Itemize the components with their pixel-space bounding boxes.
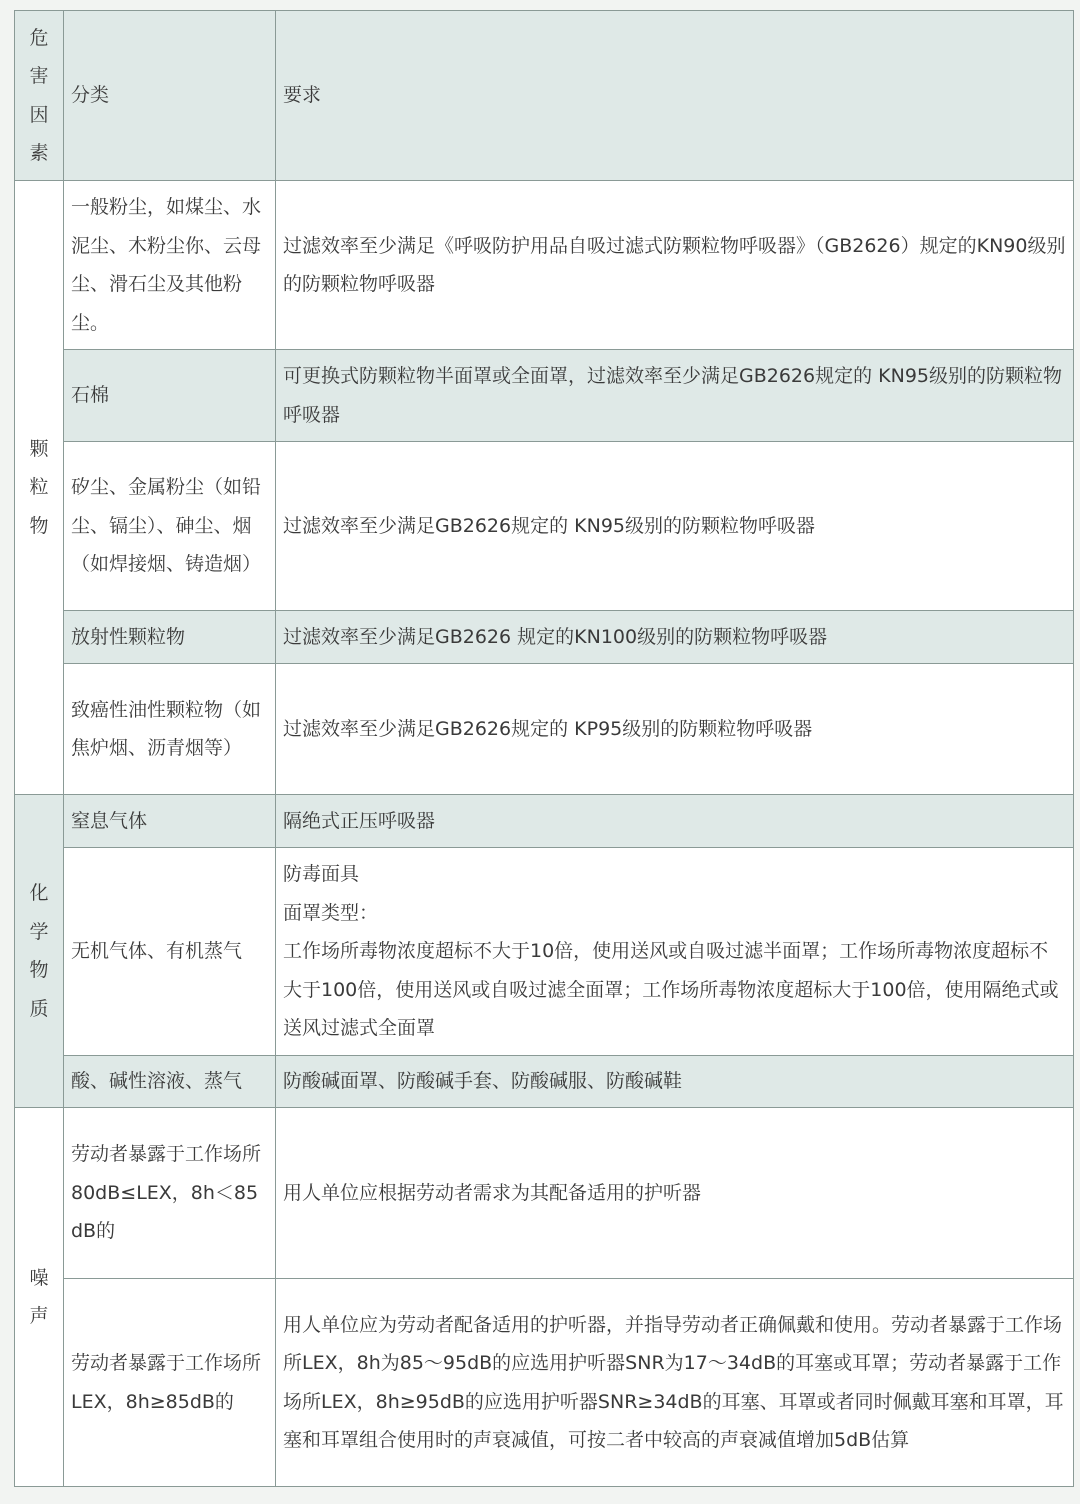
category-cell: 矽尘、金属粉尘（如铅尘、镉尘）、砷尘、烟（如焊接烟、铸造烟）	[64, 442, 276, 611]
category-line: LEX，8h≥85dB的	[71, 1390, 234, 1413]
category-cell	[64, 1279, 276, 1487]
table-row	[15, 848, 1074, 1056]
table-row	[15, 181, 1074, 350]
requirement-cell: 过滤效率至少满足GB2626规定的 KP95级别的防颗粒物呼吸器	[276, 664, 1074, 795]
category-cell: 窒息气体	[64, 795, 276, 848]
requirement-cell: 用人单位应为劳动者配备适用的护听器，并指导劳动者正确佩戴和使用。劳动者暴露于工作场所LEX，8h为85～95dB的应选用护听器SNR为17～34dB的耳塞或耳罩；劳动者暴露于工作场所LEX，8h≥95dB的应选用护听器SNR≥34dB的耳塞、耳罩或者同时佩戴耳塞和耳罩，耳塞和耳罩组合使用时的声衰减值，可按二者中较高的声衰减值增加5dB估算	[276, 1279, 1074, 1487]
requirement-cell: 过滤效率至少满足GB2626规定的 KN95级别的防颗粒物呼吸器	[276, 442, 1074, 611]
table-row	[15, 442, 1074, 611]
table-row	[15, 1279, 1074, 1487]
requirement-cell: 用人单位应根据劳动者需求为其配备适用的护听器	[276, 1108, 1074, 1279]
header-factor: 危害因素	[15, 11, 64, 181]
requirement-line: 面罩类型：	[283, 901, 379, 924]
table-row	[15, 350, 1074, 442]
requirement-cell: 过滤效率至少满足GB2626 规定的KN100级别的防颗粒物呼吸器	[276, 611, 1074, 664]
category-cell	[64, 1108, 276, 1279]
category-line: 劳动者暴露于工作场所	[71, 1143, 262, 1166]
table-row	[15, 611, 1074, 664]
requirement-cell: 过滤效率至少满足《呼吸防护用品自吸过滤式防颗粒物呼吸器》（GB2626）规定的KN90级别的防颗粒物呼吸器	[276, 181, 1074, 350]
category-cell: 石棉	[64, 350, 276, 442]
ppe-requirements-table	[14, 10, 1074, 1487]
category-cell: 致癌性油性颗粒物（如焦炉烟、沥青烟等）	[64, 664, 276, 795]
requirement-cell	[276, 848, 1074, 1056]
category-cell: 酸、碱性溶液、蒸气	[64, 1056, 276, 1108]
header-category: 分类	[64, 11, 276, 181]
category-line: 80dB≤LEX，8h＜85 dB的	[71, 1181, 259, 1243]
table-row	[15, 1108, 1074, 1279]
table-row	[15, 1056, 1074, 1108]
category-cell: 无机气体、有机蒸气	[64, 848, 276, 1056]
category-line: 劳动者暴露于工作场所	[71, 1352, 262, 1374]
requirement-cell: 防酸碱面罩、防酸碱手套、防酸碱服、防酸碱鞋	[276, 1056, 1074, 1108]
factor-particulate: 颗粒物	[15, 181, 64, 795]
requirement-cell: 隔绝式正压呼吸器	[276, 795, 1074, 848]
requirement-line: 工作场所毒物浓度超标不大于10倍，使用送风或自吸过滤半面罩；工作场所毒物浓度超标不大于100倍，使用送风或自吸过滤全面罩；工作场所毒物浓度超标大于100倍，使用隔绝式或送风过滤式全面罩	[283, 940, 1059, 1040]
requirement-cell: 可更换式防颗粒物半面罩或全面罩，过滤效率至少满足GB2626规定的 KN95级别的防颗粒物呼吸器	[276, 350, 1074, 442]
header-row	[15, 11, 1074, 181]
factor-noise: 噪声	[15, 1108, 64, 1487]
factor-chemical: 化学物质	[15, 795, 64, 1108]
header-requirement: 要求	[276, 11, 1074, 181]
requirement-line: 防毒面具	[283, 863, 360, 886]
table-row	[15, 795, 1074, 848]
table-row	[15, 664, 1074, 795]
category-cell: 一般粉尘，如煤尘、水泥尘、木粉尘你、云母尘、滑石尘及其他粉尘。	[64, 181, 276, 350]
category-cell: 放射性颗粒物	[64, 611, 276, 664]
